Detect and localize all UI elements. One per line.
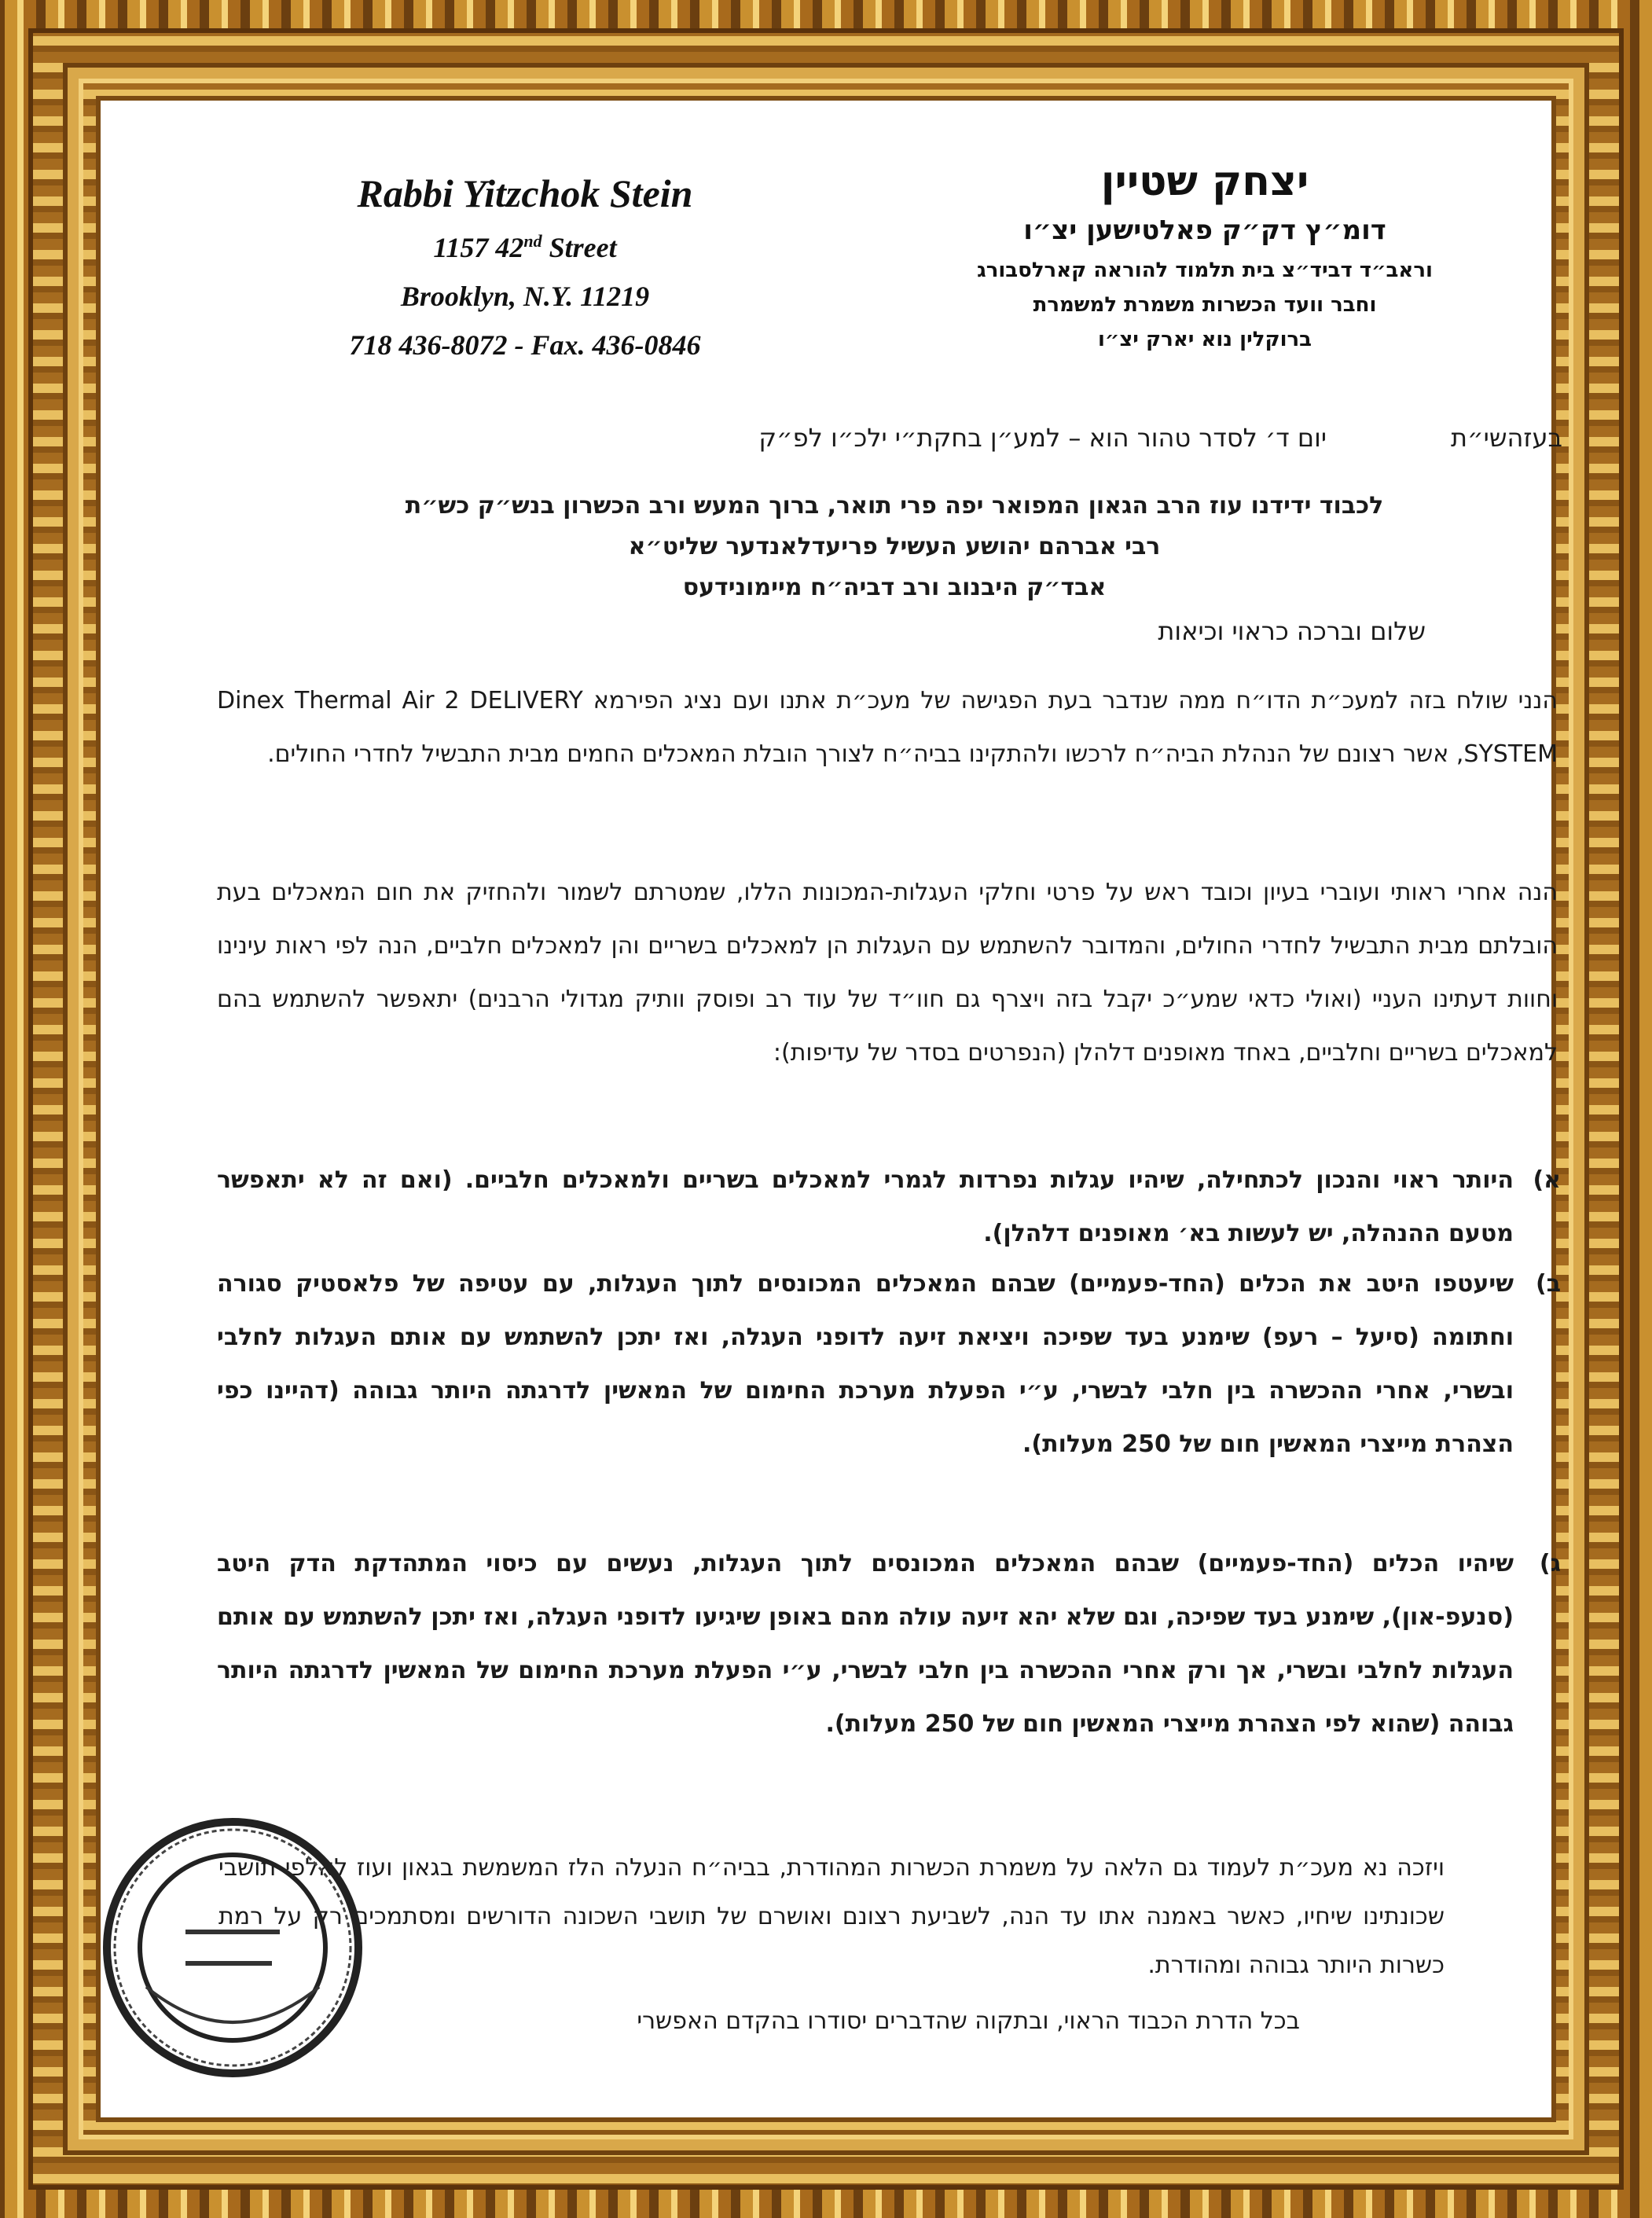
rabbi-title-hebrew: דומ״ץ דק״ק פאלטישען יצ״ו [1023,215,1386,246]
street-address [226,217,824,272]
letterhead-english [226,170,824,369]
street-name: Street [541,232,617,263]
option-letter: א) [1533,1166,1561,1194]
greeting: שלום וברכה כראוי וכיאות [1158,616,1426,646]
street-suffix: nd [523,231,542,251]
letterhead-line-2: וחבר וועד הכשרות משמרת למשמרת [1033,293,1377,317]
letterhead-line-3: ברוקלין נוא יארק יצ״ו [1097,328,1312,351]
rabbi-name-english: Rabbi Yitzchok Stein [357,171,693,215]
letterhead-line-1: וראב״ד דביד״צ בית תלמוד להוראה קארלסבורג [977,259,1433,282]
date-row [226,423,1562,470]
paragraph-review: הנה אחרי ראותי ועוברי בעיון וכובד ראש על פרטי וחלקי העגלות-המכונות הללו, שמטרתם לשמור ולהחזיק את חום המאכלים בעת הובלתם מבית התבשיל לחדרי החולים, והמדובר להשתמש עם העגלות הן למאכלים בשריים והן למאכלים חלביים, הנה לפי ראות עינינו וחוות דעתינו העניי (ואולי כדאי שמע״כ יקבל בזה ויצרף גם חוו״ד של עוד רב ופוסק וותיק מגדולי הרבנים) יתאפשר להשתמש בהם למאכלים בשריים וחלביים, באחד מאופנים דלהלן (הנפרטים בסדר של עדיפות): [217,879,1558,1067]
option-item-a [217,1154,1561,1261]
letter-paper [101,101,1562,2117]
addressee-line-2: רבי אברהם יהושע העשיל פריעדלאנדער שליט״א [628,533,1161,560]
paragraph-intro: הנני שולח בזה למעכ״ת הדו״ח ממה שנדבר בעת הפגישה של מעכ״ת אתנו ועם נציג הפירמא Dinex Thermal Air 2 DELIVERY SYSTEM, אשר רצונם של הנהלת הביה״ח לרכשו ולהתקינו בביה״ח לצורך הובלת המאכלים החמים מבית התבשיל לחדרי החולים. [217,687,1558,768]
option-item-b [217,1258,1561,1471]
option-text: שיהיו הכלים (החד-פעמיים) שבהם המאכלים המכונסים לתוך העגלות, נעשים עם כיסוי המתהדקת הדק היטב (סנעפ-און), שימנע בעד שפיכה, וגם שלא יהא זיעה עולה מהם באופן שיגיעו לדופני העגלה, ואז יתכן להשתמש עם אותם העגלות לחלבי ובשרי, אך ורק אחרי ההכשרה בין חלבי לבשרי, ע״י הפעלת מערכת החימום של המאשין לדרגתה היותר גבוהה (שהוא לפי הצהרת מייצרי המאשין חום של 250 מעלות). [217,1550,1514,1738]
option-text: היותר ראוי והנכון לכתחילה, שיהיו עגלות נפרדות לגמרי למאכלים בשריים ולמאכלים חלביים. (ואם זה לא יתאפשר מטעם ההנהלה, יש לעשות בא׳ מאופנים דלהלן). [217,1166,1514,1247]
hebrew-date: יום ד׳ לסדר טהור הוא – למע״ן בחקת״י ילכ״ו לפ״ק [758,423,1327,453]
option-letter: ג) [1539,1550,1561,1577]
addressee-line-1: לכבוד ידידנו עוז הרב הגאון המפואר יפה פרי תואר, ברוך המעש ורב הכשרון בנש״ק כש״ת [405,492,1384,520]
bsd-heading: בעזהשי״ת [1451,423,1562,453]
street-number: 1157 42 [433,232,524,263]
closing-paragraph: ויזכה נא מעכ״ת לעמוד גם הלאה על משמרת הכשרות המהודרת, בביה״ח הנעלה הלז המשמשת בגאון ועוז לאלפי תושבי שכונתינו שיחיו, כאשר באמנה אתו עד הנה, לשביעת רצונם ואושרם של תושבי השכונה הדורשים ומסתמכים רק על רמת כשרות היותר גבוהה ומהודרת. [218,1854,1445,1979]
letterhead-hebrew [918,156,1492,357]
addressee-line-3: אבד״ק היבנוב ורב דביה״ח מיימונידעס [682,574,1107,601]
rabbi-name-hebrew: יצחק שטיין [1100,158,1309,205]
city-line: Brooklyn, N.Y. 11219 [400,281,650,312]
rabbinical-stamp [91,1806,374,2089]
option-letter: ב) [1535,1270,1561,1298]
option-item-c [217,1537,1561,1751]
addressee-block [305,486,1484,608]
signoff-line: בכל הדרת הכבוד הראוי, ובתקוה שהדברים יסודרו בהקדם האפשרי [637,2007,1300,2035]
option-text: שיעטפו היטב את הכלים (החד-פעמיים) שבהם המאכלים המכונסים לתוך העגלות, עם עטיפה של פלאסטיק סגורה וחתומה (סיעל – רעפ) שימנע בעד שפיכה ויציאת זיעה לדופני העגלה, ואז יתכן להשתמש עם אותם העגלות לחלבי ובשרי, אחרי ההכשרה בין חלבי לבשרי, ע״י הפעלת מערכת החימום של המאשין לדרגתה היותר גבוהה (דהיינו כפי הצהרת מייצרי המאשין חום של 250 מעלות). [217,1270,1514,1458]
phone-fax-line: 718 436-8072 - Fax. 436-0846 [349,329,701,361]
